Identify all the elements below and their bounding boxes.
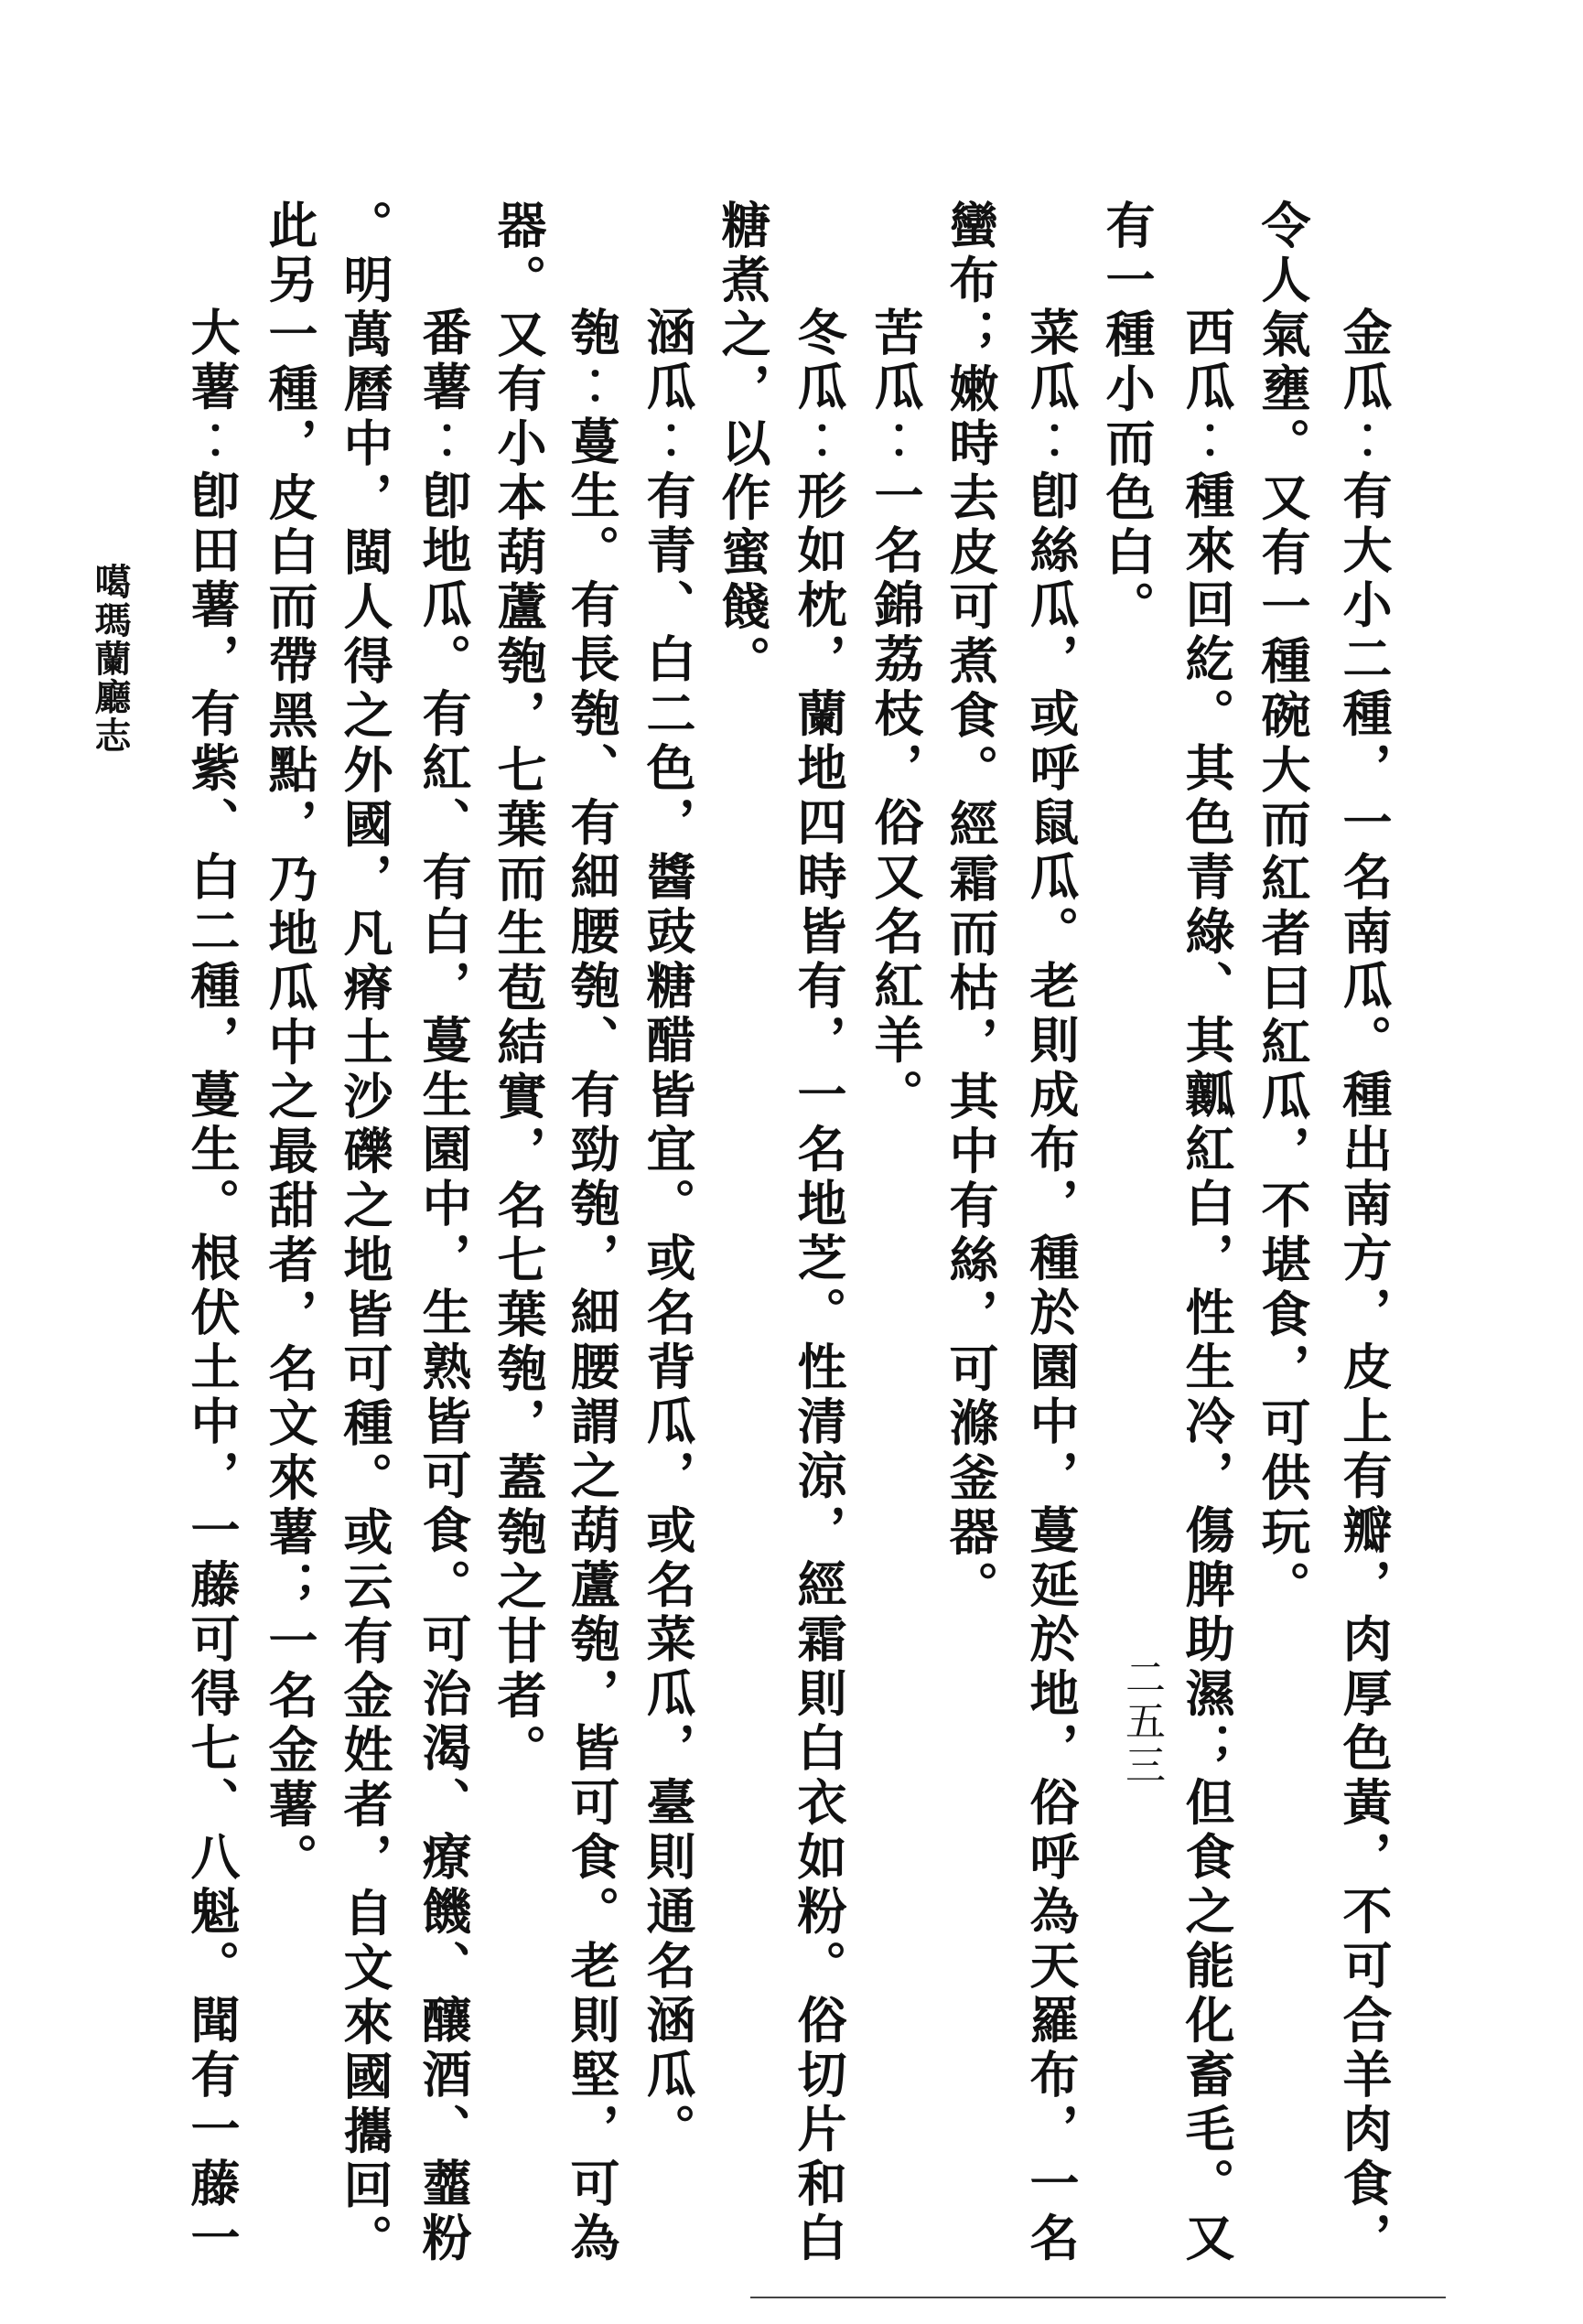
text-column-6: 蠻布；嫩時去皮可煮食。經霜而枯，其中有絲，可滌釜器。 [942, 199, 1000, 1615]
text-column-12: 器。又有小本葫蘆匏，七葉而生苞結實，名七葉匏，蓋匏之甘者。 [490, 199, 548, 1779]
text-column-14: 。明萬曆中，閩人得之外國，凡瘠土沙礫之地皆可種。或云有金姓者，自文來國攜回。 [336, 199, 394, 2268]
page-number: 二五三 [1118, 1656, 1165, 1788]
text-column-2: 令人氣壅。又有一種碗大而紅者曰紅瓜，不堪食，可供玩。 [1254, 199, 1312, 1615]
text-column-9: 糖煮之，以作蜜餞。 [714, 199, 772, 690]
text-column-10: 涵瓜︰有青、白二色，醬豉糖醋皆宜。或名背瓜，或名菜瓜，臺則通名涵瓜。 [639, 307, 697, 2157]
bottom-rule [750, 2297, 1446, 2298]
text-column-8: 冬瓜︰形如枕，蘭地四時皆有，一名地芝。性清涼，經霜則白衣如粉。俗切片和白 [790, 307, 848, 2266]
text-column-7: 苦瓜︰一名錦荔枝，俗又名紅羊。 [867, 307, 925, 1124]
text-column-5: 菜瓜︰卽絲瓜，或呼鼠瓜。老則成布，種於園中，蔓延於地，俗呼為天羅布，一名 [1022, 307, 1081, 2266]
text-column-15: 此另一種，皮白而帶黑點，乃地瓜中之最甜者，名文來薯；一名金薯。 [261, 199, 319, 1888]
text-column-1: 金瓜︰有大小二種，一名南瓜。種出南方，皮上有瓣，肉厚色黃，不可合羊肉食， [1335, 307, 1394, 2266]
text-column-16: 大薯︰卽田薯，有紫、白二種，蔓生。根伏土中，一藤可得七、八魁。聞有一藤一 [183, 307, 242, 2266]
book-title: 噶瑪蘭廳志 [89, 563, 132, 755]
text-column-3: 西瓜︰種來回紇。其色青綠、其瓤紅白，性生冷，傷脾助濕；但食之能化畜毛。又 [1178, 307, 1236, 2266]
text-column-4: 有一種小而色白。 [1098, 199, 1157, 635]
text-column-13: 番薯︰卽地瓜。有紅、有白，蔓生園中，生熟皆可食。可治渴、療饑、釀酒、虀粉 [415, 307, 473, 2266]
text-column-11: 匏︰蔓生。有長匏、有細腰匏、有勁匏，細腰謂之葫蘆匏，皆可食。老則堅，可為 [563, 307, 621, 2266]
